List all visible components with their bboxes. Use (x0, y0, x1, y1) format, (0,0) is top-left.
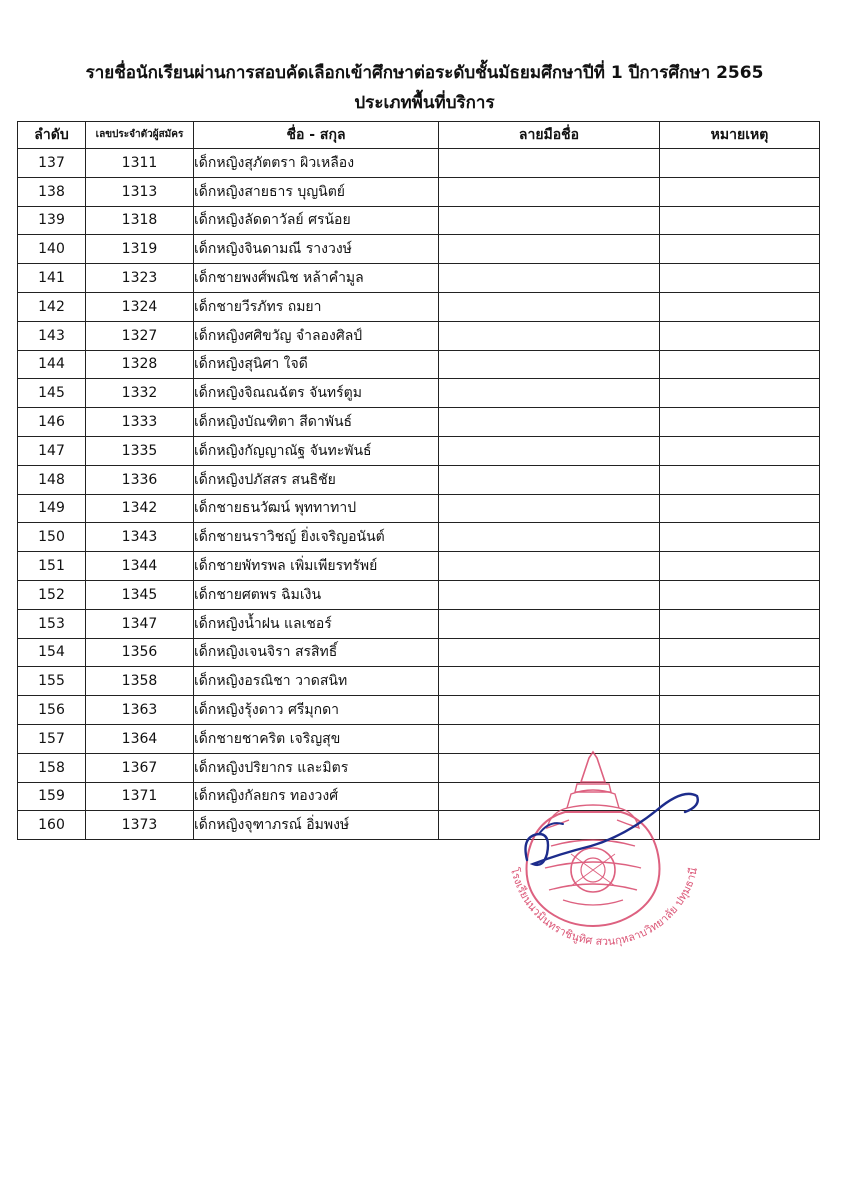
signature-cell (439, 350, 660, 379)
applicant-number-cell: 1364 (86, 724, 194, 753)
applicant-number-cell: 1367 (86, 753, 194, 782)
applicant-number-cell: 1324 (86, 292, 194, 321)
signature-cell (439, 465, 660, 494)
order-cell: 138 (18, 177, 86, 206)
applicant-number-cell: 1328 (86, 350, 194, 379)
student-name-cell: เด็กหญิงสายธาร บุญนิตย์ (194, 177, 439, 206)
order-cell: 141 (18, 264, 86, 293)
order-cell: 140 (18, 235, 86, 264)
student-name-cell: เด็กหญิงศศิขวัญ จำลองศิลป์ (194, 321, 439, 350)
order-cell: 139 (18, 206, 86, 235)
table-row (18, 494, 820, 523)
student-name-cell: เด็กหญิงรุ้งดาว ศรีมุกดา (194, 696, 439, 725)
applicant-number-cell: 1343 (86, 523, 194, 552)
applicant-number-cell: 1344 (86, 552, 194, 581)
signature-cell (439, 667, 660, 696)
order-cell: 151 (18, 552, 86, 581)
remarks-cell (660, 465, 820, 494)
table-row (18, 350, 820, 379)
remarks-cell (660, 235, 820, 264)
table-row (18, 724, 820, 753)
order-cell: 148 (18, 465, 86, 494)
signature-cell (439, 206, 660, 235)
order-cell: 154 (18, 638, 86, 667)
table-row (18, 264, 820, 293)
order-cell: 159 (18, 782, 86, 811)
document-subtitle: ประเภทพื้นที่บริการ (354, 93, 495, 113)
table-row (18, 235, 820, 264)
applicant-number-cell: 1342 (86, 494, 194, 523)
student-name-cell: เด็กหญิงปภัสสร สนธิชัย (194, 465, 439, 494)
order-cell: 152 (18, 580, 86, 609)
student-name-cell: เด็กหญิงกัลยกร ทองวงศ์ (194, 782, 439, 811)
applicant-number-cell: 1356 (86, 638, 194, 667)
remarks-cell (660, 149, 820, 178)
order-cell: 145 (18, 379, 86, 408)
student-name-cell: เด็กชายธนวัฒน์ พุททาทาป (194, 494, 439, 523)
applicant-number-cell: 1371 (86, 782, 194, 811)
student-name-cell: เด็กชายชาคริต เจริญสุข (194, 724, 439, 753)
order-cell: 150 (18, 523, 86, 552)
signature-cell (439, 724, 660, 753)
remarks-cell (660, 379, 820, 408)
header-signature: ลายมือชื่อ (439, 122, 660, 149)
remarks-cell (660, 292, 820, 321)
order-cell: 158 (18, 753, 86, 782)
student-name-cell: เด็กชายนราวิชญ์ ยิ่งเจริญอนันต์ (194, 523, 439, 552)
signature-cell (439, 609, 660, 638)
header-remarks: หมายเหตุ (660, 122, 820, 149)
student-name-cell: เด็กหญิงสุนิศา ใจดี (194, 350, 439, 379)
remarks-cell (660, 696, 820, 725)
student-name-cell: เด็กหญิงอรณิชา วาดสนิท (194, 667, 439, 696)
order-cell: 142 (18, 292, 86, 321)
applicant-number-cell: 1358 (86, 667, 194, 696)
remarks-cell (660, 494, 820, 523)
order-cell: 156 (18, 696, 86, 725)
signature-stroke (526, 794, 698, 865)
remarks-cell (660, 638, 820, 667)
applicant-number-cell: 1336 (86, 465, 194, 494)
table-row (18, 465, 820, 494)
student-name-cell: เด็กชายพงศ์พณิช หล้าคำมูล (194, 264, 439, 293)
header-order: ลำดับ (18, 122, 86, 149)
order-cell: 144 (18, 350, 86, 379)
remarks-cell (660, 580, 820, 609)
student-roster-table (17, 121, 820, 840)
document-title: รายชื่อนักเรียนผ่านการสอบคัดเลือกเข้าศึกษาต่อระดับชั้นมัธยมศึกษาปีที่ 1 ปีการศึกษา 2565 (85, 63, 764, 83)
table-row (18, 523, 820, 552)
applicant-number-cell: 1327 (86, 321, 194, 350)
signature-cell (439, 321, 660, 350)
table-row (18, 321, 820, 350)
remarks-cell (660, 436, 820, 465)
signature-cell (439, 379, 660, 408)
remarks-cell (660, 667, 820, 696)
signature-cell (439, 436, 660, 465)
order-cell: 146 (18, 408, 86, 437)
remarks-cell (660, 321, 820, 350)
applicant-number-cell: 1323 (86, 264, 194, 293)
student-name-cell: เด็กหญิงจินดามณี รางวงษ์ (194, 235, 439, 264)
signature-cell (439, 292, 660, 321)
student-name-cell: เด็กหญิงน้ำฝน แลเชอร์ (194, 609, 439, 638)
student-name-cell: เด็กชายศตพร ฉิมเงิน (194, 580, 439, 609)
applicant-number-cell: 1335 (86, 436, 194, 465)
table-row (18, 696, 820, 725)
order-cell: 149 (18, 494, 86, 523)
applicant-number-cell: 1347 (86, 609, 194, 638)
remarks-cell (660, 264, 820, 293)
remarks-cell (660, 724, 820, 753)
student-name-cell: เด็กหญิงกัญญาณัฐ จันทะพันธ์ (194, 436, 439, 465)
order-cell: 155 (18, 667, 86, 696)
table-row (18, 436, 820, 465)
table-row (18, 580, 820, 609)
applicant-number-cell: 1313 (86, 177, 194, 206)
order-cell: 137 (18, 149, 86, 178)
applicant-number-cell: 1332 (86, 379, 194, 408)
seal-school-name: โรงเรียนนวมินทราชินูทิศ สวนกุหลาบวิทยาลัย ปทุมธานี (507, 866, 701, 949)
table-row (18, 408, 820, 437)
table-body (18, 149, 820, 840)
student-name-cell: เด็กหญิงสุภัตตรา ผิวเหลือง (194, 149, 439, 178)
student-name-cell: เด็กหญิงปริยากร และมิตร (194, 753, 439, 782)
signature-cell (439, 408, 660, 437)
table-row (18, 292, 820, 321)
remarks-cell (660, 408, 820, 437)
student-name-cell: เด็กหญิงลัดดาวัลย์ ศรน้อย (194, 206, 439, 235)
signature-cell (439, 235, 660, 264)
signature-cell (439, 149, 660, 178)
table-row (18, 206, 820, 235)
remarks-cell (660, 206, 820, 235)
signature-cell (439, 552, 660, 581)
table-row (18, 609, 820, 638)
signature-cell (439, 580, 660, 609)
applicant-number-cell: 1333 (86, 408, 194, 437)
header-applicant-number: เลขประจำตัวผู้สมัคร (86, 122, 194, 149)
table-row (18, 149, 820, 178)
applicant-number-cell: 1318 (86, 206, 194, 235)
signature-cell (439, 177, 660, 206)
applicant-number-cell: 1363 (86, 696, 194, 725)
signature-cell (439, 638, 660, 667)
order-cell: 153 (18, 609, 86, 638)
applicant-number-cell: 1345 (86, 580, 194, 609)
signature-cell (439, 494, 660, 523)
student-name-cell: เด็กชายพัทรพล เพิ่มเพียรทรัพย์ (194, 552, 439, 581)
school-seal-with-signature (487, 750, 722, 980)
student-name-cell: เด็กชายวีรภัทร ถมยา (194, 292, 439, 321)
remarks-cell (660, 523, 820, 552)
order-cell: 143 (18, 321, 86, 350)
table-row (18, 177, 820, 206)
table-header-row (18, 122, 820, 149)
order-cell: 157 (18, 724, 86, 753)
remarks-cell (660, 552, 820, 581)
order-cell: 147 (18, 436, 86, 465)
header-full-name: ชื่อ - สกุล (194, 122, 439, 149)
applicant-number-cell: 1311 (86, 149, 194, 178)
student-name-cell: เด็กหญิงเจนจิรา สรสิทธิ์ (194, 638, 439, 667)
table-row (18, 638, 820, 667)
signature-cell (439, 523, 660, 552)
signature-cell (439, 696, 660, 725)
order-cell: 160 (18, 811, 86, 840)
remarks-cell (660, 350, 820, 379)
table-row (18, 552, 820, 581)
applicant-number-cell: 1373 (86, 811, 194, 840)
table-row (18, 667, 820, 696)
signature-cell (439, 264, 660, 293)
table-row (18, 379, 820, 408)
remarks-cell (660, 177, 820, 206)
remarks-cell (660, 609, 820, 638)
student-name-cell: เด็กหญิงจิณณฉัตร จันทร์ตูม (194, 379, 439, 408)
applicant-number-cell: 1319 (86, 235, 194, 264)
student-name-cell: เด็กหญิงจุฑาภรณ์ อิ่มพงษ์ (194, 811, 439, 840)
student-name-cell: เด็กหญิงบัณฑิตา สีดาพันธ์ (194, 408, 439, 437)
